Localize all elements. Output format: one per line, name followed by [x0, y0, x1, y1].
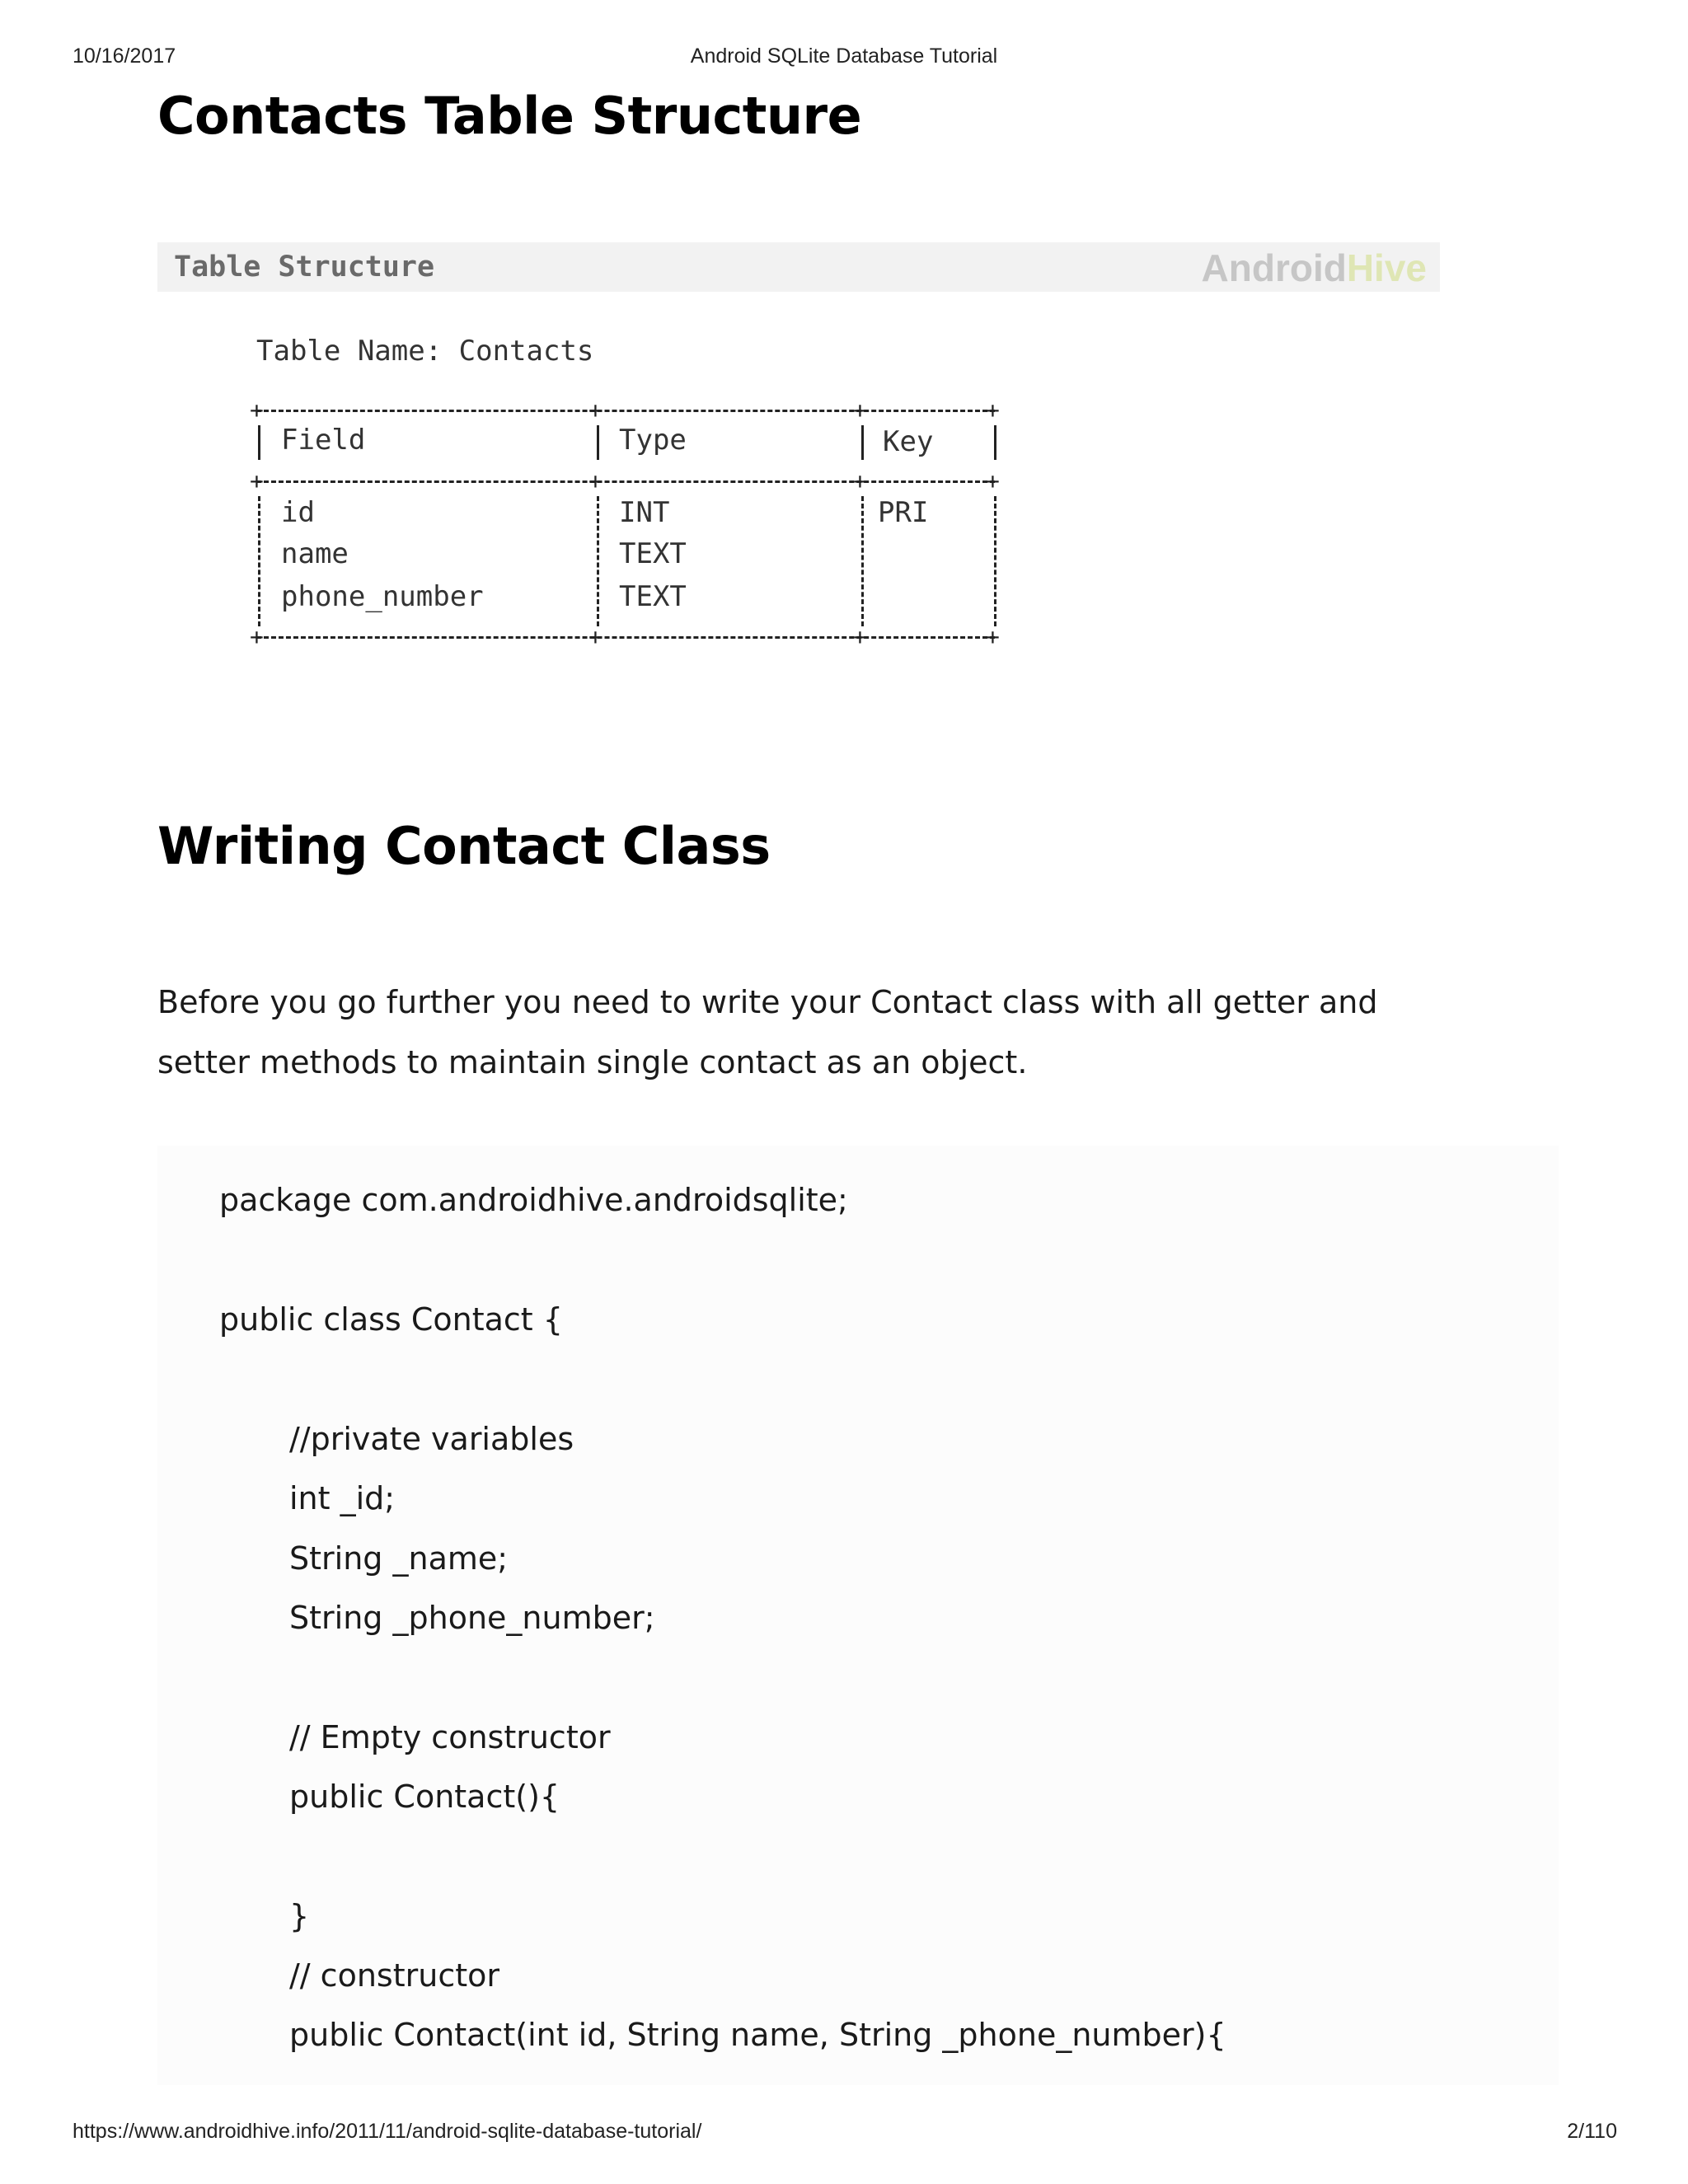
table-cell: INT — [619, 496, 670, 529]
table-corner: + — [588, 467, 603, 494]
print-page-number: 2/110 — [1567, 2120, 1617, 2143]
table-divider — [861, 425, 864, 460]
table-corner: + — [250, 396, 264, 424]
figure-title: Table Structure — [174, 251, 435, 284]
code-line: package com.androidhive.androidsqlite; — [219, 1182, 848, 1218]
code-line: public Contact(int id, String name, String _phone_number){ — [289, 2017, 1226, 2053]
table-divider — [994, 496, 996, 626]
code-line: public Contact(){ — [289, 1779, 560, 1815]
figure-title-bar — [157, 242, 1440, 292]
logo-text-hive: Hive — [1346, 246, 1427, 289]
table-corner: + — [853, 467, 867, 494]
table-divider — [861, 496, 864, 626]
table-name-label: Table Name: Contacts — [256, 335, 594, 368]
code-line: String _name; — [289, 1540, 509, 1577]
code-line: // Empty constructor — [289, 1719, 611, 1755]
print-date: 10/16/2017 — [73, 45, 176, 68]
table-cell: TEXT — [619, 580, 687, 613]
table-divider — [597, 425, 599, 460]
code-line: // constructor — [289, 1957, 499, 1994]
code-line: } — [289, 1898, 310, 1934]
table-corner: + — [853, 396, 867, 424]
table-divider — [258, 496, 260, 626]
table-corner: + — [250, 467, 264, 494]
code-line: String _phone_number; — [289, 1600, 655, 1636]
section-heading-contact-class: Writing Contact Class — [157, 816, 771, 876]
table-divider — [597, 496, 599, 626]
code-line: public class Contact { — [219, 1301, 563, 1338]
code-listing — [157, 1146, 1559, 2085]
table-divider — [994, 425, 996, 460]
table-corner: + — [986, 467, 1000, 494]
table-rule-header — [256, 480, 995, 483]
table-cell: PRI — [878, 496, 929, 529]
intro-paragraph: Before you go further you need to write your Contact class with all getter and setter methods to maintain single contact as an object. — [157, 984, 1378, 1080]
table-cell: id — [281, 496, 315, 529]
table-corner: + — [986, 623, 1000, 650]
print-url: https://www.androidhive.info/2011/11/android-sqlite-database-tutorial/ — [73, 2120, 702, 2143]
logo-text-android: Android — [1201, 246, 1347, 289]
table-structure-figure — [157, 242, 1440, 671]
table-corner: + — [986, 396, 1000, 424]
table-header-field: Field — [281, 424, 366, 457]
table-rule-top — [256, 410, 995, 412]
androidhive-logo — [1202, 246, 1427, 290]
code-line: int _id; — [289, 1480, 396, 1516]
table-header-type: Type — [619, 424, 687, 457]
section-heading-table-structure: Contacts Table Structure — [157, 86, 862, 146]
table-cell: phone_number — [281, 580, 484, 613]
table-corner: + — [588, 623, 603, 650]
table-divider — [258, 425, 260, 460]
table-cell: TEXT — [619, 537, 687, 570]
ascii-table — [250, 396, 1000, 650]
print-page-title: Android SQLite Database Tutorial — [690, 45, 998, 68]
code-line: //private variables — [289, 1421, 574, 1457]
table-cell: name — [281, 537, 349, 570]
table-rule-bottom — [256, 636, 995, 639]
table-header-key: Key — [883, 425, 934, 458]
table-corner: + — [250, 623, 264, 650]
table-corner: + — [853, 623, 867, 650]
table-corner: + — [588, 396, 603, 424]
